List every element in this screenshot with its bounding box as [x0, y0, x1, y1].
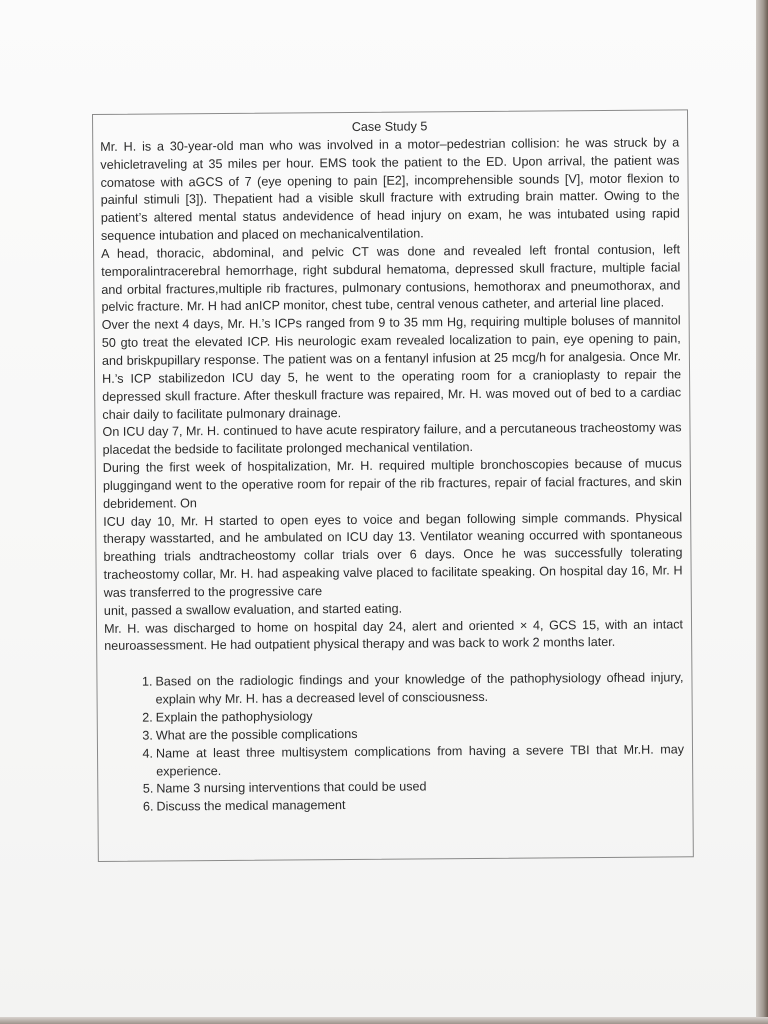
question-list [104, 670, 684, 817]
paragraph-tracheostomy: On ICU day 7, Mr. H. continued to have acute respiratory failure, and a percutaneous tracheostomy was placedat the bedside to facilitate prolonged mechanical ventilation. [102, 420, 682, 458]
paragraph-recovery: ICU day 10, Mr. H started to open eyes to voice and began following simple commands. Physical therapy wasstarted, and he ambulated on ICU day 13. Ventilator weaning occurred with spontaneous breathing trials andtracheostomy collar trials over 6 days. Once he was successfully tolerating tracheostomy collar, Mr. H. had aspeaking valve placed to facilitate speaking. On hospital day 16, Mr. H was transferred to the progressive care [103, 509, 683, 600]
question-number: 6. [142, 799, 154, 814]
question-number: 2. [142, 710, 153, 725]
question-text: Name 3 nursing interventions that could be used [156, 779, 427, 796]
page-edge-right [756, 0, 768, 1024]
question-number: 4. [142, 746, 154, 761]
paragraph-initial-presentation: Mr. H. is a 30-year-old man who was involved in a motor–pedestrian collision: he was struck by a vehicletraveling at 35 miles per hour. EMS took the patient to the ED. Upon arrival, the patient was comatose with aGCS of 7 (eye opening to pain [E2], incomprehensible sounds [V], motor flexion to painful stimuli [3]). Thepatient had a visible skull fracture with extruding brain matter. Owing to the patient’s altered mental status andevidence of head injury on exam, he was intubated using rapid sequence intubation and placed on mechanicalventilation. [100, 135, 680, 243]
question-text: Explain the pathophysiology [155, 709, 313, 725]
question-item [105, 795, 684, 817]
question-number: 1. [141, 674, 153, 689]
question-item [104, 670, 683, 710]
question-number: 5. [142, 781, 154, 796]
question-text: Discuss the medical management [156, 798, 346, 814]
question-text: Based on the radiologic findings and your knowledge of the pathophysiology ofhead injury, explain why Mr. H. has a decreased level of consciousness. [155, 670, 684, 707]
paragraph-discharge: Mr. H. was discharged to home on hospital day 24, alert and oriented × 4, GCS 15, with an intact neuroassessment. He had outpatient physical therapy and was back to work 2 months later. [103, 616, 684, 654]
paragraph-icu-days-1-5: Over the next 4 days, Mr. H.’s ICPs ranged from 9 to 35 mm Hg, requiring multiple boluses of mannitol 50 gto treat the elevated ICP. His neurologic exam revealed localization to pain, eye opening to pain, and briskpupillary response. The patient was on a fentanyl infusion at 25 mcg/h for analgesia. Once Mr. H.’s ICP stabilizedon ICU day 5, he went to the operating room for a cranioplasty to repair the depressed skull fracture. After theskull fracture was repaired, Mr. H. was moved out of bed to a cardiac chair daily to facilitate pulmonary drainage. [101, 313, 682, 422]
case-study-title: Case Study 5 [351, 119, 428, 134]
paragraph-progressive-care: unit, passed a swallow evaluation, and started eating. [103, 601, 403, 618]
paragraph-ct-findings: A head, thoracic, abdominal, and pelvic CT was done and revealed left frontal contusion, left temporalintracerebral hemorrhage, right subdural hematoma, depressed skull fracture, multiple facial and orbital fractures,multiple rib fractures, pulmonary contusions, hemothorax and pneumothorax, and pelvic fracture. Mr. H had anICP monitor, chest tube, central venous catheter, and arterial line placed. [101, 242, 681, 315]
question-text: What are the possible complications [155, 726, 358, 743]
question-item [105, 741, 684, 781]
case-study-box [92, 109, 694, 862]
paragraph-first-week: During the first week of hospitalization, Mr. H. required multiple bronchoscopies because of mucus pluggingand went to the operative room for repair of the rib fractures, repair of facial fractures, and skin debridement. On [102, 456, 682, 511]
question-number: 3. [142, 728, 153, 743]
question-text: Name at least three multisystem complications from having a severe TBI that Mr.H. may experience. [155, 742, 685, 779]
page-edge-bottom [0, 1017, 768, 1024]
